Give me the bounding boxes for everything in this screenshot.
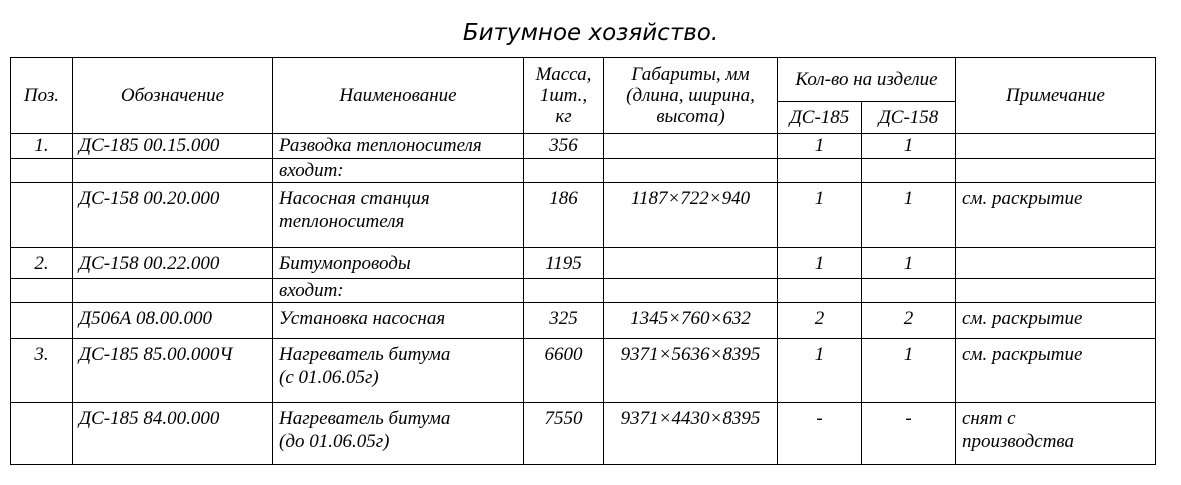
cell-dimensions	[604, 279, 778, 303]
cell-pos	[11, 159, 73, 183]
cell-qty-ds185	[778, 279, 862, 303]
cell-note-line: производства	[962, 431, 1075, 452]
cell-designation	[73, 159, 273, 183]
cell-qty-ds158: -	[862, 403, 956, 465]
specification-table	[10, 57, 1156, 465]
cell-pos: 3.	[11, 339, 73, 403]
cell-name: Разводка теплоносителя	[273, 134, 524, 159]
cell-mass: 6600	[524, 339, 604, 403]
cell-qty-ds185	[778, 159, 862, 183]
cell-dimensions	[604, 248, 778, 279]
cell-designation: ДС-185 84.00.000	[73, 403, 273, 465]
cell-qty-ds185: -	[778, 403, 862, 465]
table-row	[11, 159, 1156, 183]
cell-name	[273, 339, 524, 403]
cell-dimensions: 9371×5636×8395	[604, 339, 778, 403]
cell-qty-ds185: 1	[778, 183, 862, 248]
cell-dimensions	[604, 159, 778, 183]
cell-mass: 1195	[524, 248, 604, 279]
document-title: Битумное хозяйство.	[462, 20, 719, 46]
header-pos: Поз.	[11, 58, 73, 134]
cell-name: Битумопроводы	[273, 248, 524, 279]
cell-name: Установка насосная	[273, 303, 524, 339]
cell-pos: 2.	[11, 248, 73, 279]
cell-mass: 356	[524, 134, 604, 159]
cell-pos	[11, 279, 73, 303]
cell-qty-ds158: 2	[862, 303, 956, 339]
cell-qty-ds158: 1	[862, 134, 956, 159]
cell-qty-ds158: 1	[862, 248, 956, 279]
header-dimensions	[604, 58, 778, 134]
table-row	[11, 403, 1156, 465]
header-name: Наименование	[273, 58, 524, 134]
cell-mass: 7550	[524, 403, 604, 465]
table-row	[11, 183, 1156, 248]
cell-designation: ДС-158 00.20.000	[73, 183, 273, 248]
header-quantity: Кол-во на изделие	[778, 58, 956, 102]
cell-note	[956, 279, 1156, 303]
cell-name-line: Насосная станция	[279, 188, 430, 209]
cell-mass	[524, 159, 604, 183]
cell-qty-ds185: 2	[778, 303, 862, 339]
cell-note	[956, 159, 1156, 183]
cell-note: см. раскрытие	[956, 183, 1156, 248]
cell-dimensions	[604, 134, 778, 159]
cell-name	[273, 183, 524, 248]
header-qty-ds158: ДС-158	[862, 102, 956, 134]
cell-note-line: снят с	[962, 408, 1016, 429]
header-mass	[524, 58, 604, 134]
header-note: Примечание	[956, 58, 1156, 134]
cell-mass: 325	[524, 303, 604, 339]
cell-qty-ds158: 1	[862, 339, 956, 403]
cell-qty-ds185: 1	[778, 134, 862, 159]
cell-name: входит:	[273, 159, 524, 183]
cell-name-line: Нагреватель битума	[279, 344, 451, 365]
cell-name: входит:	[273, 279, 524, 303]
header-qty-ds185: ДС-185	[778, 102, 862, 134]
cell-name-line: теплоносителя	[279, 211, 405, 232]
cell-pos	[11, 183, 73, 248]
cell-designation: ДС-185 00.15.000	[73, 134, 273, 159]
header-dimensions-line: Габариты, мм	[631, 64, 750, 85]
cell-name-line: (до 01.06.05г)	[279, 431, 390, 452]
cell-dimensions: 9371×4430×8395	[604, 403, 778, 465]
cell-dimensions: 1187×722×940	[604, 183, 778, 248]
header-mass-line: Масса,	[535, 64, 592, 85]
table-row	[11, 339, 1156, 403]
cell-note: см. раскрытие	[956, 303, 1156, 339]
header-mass-line: кг	[555, 106, 572, 127]
cell-name	[273, 403, 524, 465]
cell-designation	[73, 279, 273, 303]
header-designation: Обозначение	[73, 58, 273, 134]
cell-qty-ds158: 1	[862, 183, 956, 248]
cell-qty-ds185: 1	[778, 339, 862, 403]
cell-name-line: (с 01.06.05г)	[279, 367, 379, 388]
table-row	[11, 248, 1156, 279]
cell-mass	[524, 279, 604, 303]
table-row	[11, 134, 1156, 159]
cell-designation: ДС-158 00.22.000	[73, 248, 273, 279]
header-mass-line: 1шт.,	[539, 85, 588, 106]
cell-note	[956, 248, 1156, 279]
cell-qty-ds158	[862, 159, 956, 183]
cell-note	[956, 134, 1156, 159]
cell-note: см. раскрытие	[956, 339, 1156, 403]
header-dimensions-line: (длина, ширина,	[626, 85, 755, 106]
cell-designation: Д506А 08.00.000	[73, 303, 273, 339]
cell-dimensions: 1345×760×632	[604, 303, 778, 339]
cell-name-line: Нагреватель битума	[279, 408, 451, 429]
cell-qty-ds158	[862, 279, 956, 303]
table-row	[11, 279, 1156, 303]
cell-pos	[11, 303, 73, 339]
cell-pos: 1.	[11, 134, 73, 159]
cell-note	[956, 403, 1156, 465]
cell-pos	[11, 403, 73, 465]
table-row	[11, 303, 1156, 339]
cell-qty-ds185: 1	[778, 248, 862, 279]
cell-mass: 186	[524, 183, 604, 248]
header-dimensions-line: высота)	[656, 106, 725, 127]
cell-designation: ДС-185 85.00.000Ч	[73, 339, 273, 403]
